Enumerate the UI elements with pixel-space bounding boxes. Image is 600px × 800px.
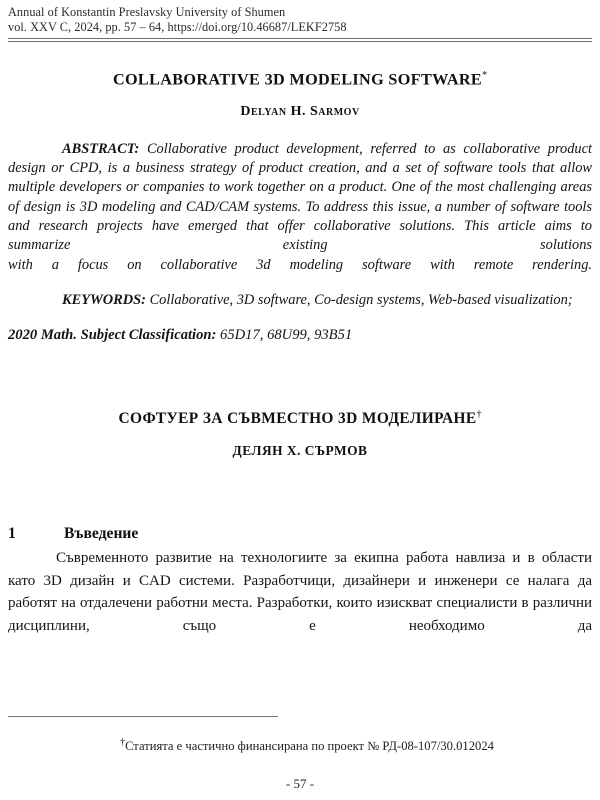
abstract-label: ABSTRACT: [62, 140, 140, 157]
msc-label: 2020 Math. Subject Classification: [8, 327, 217, 344]
keywords-block [8, 291, 592, 310]
footnote-separator-rule [8, 716, 278, 717]
section-title: Въведение [64, 525, 139, 543]
body-paragraph: Съвременното развитие на технологиите за екипна работа навлиза и в области като 3D дизайн и CAD системи. Разработчици, дизайнери и инженери се налага да работят на отдалечени работни места. Разработки, които изискват специалисти в различни дисциплини, също е необходимо да [8, 550, 592, 634]
journal-header [8, 0, 592, 35]
title-english-text: COLLABORATIVE 3D MODELING SOFTWARE [112, 70, 483, 89]
page-number: - 57 - [285, 776, 315, 791]
footnote-area [8, 716, 592, 792]
section-heading-introduction [8, 524, 592, 544]
page-title-english [8, 66, 592, 89]
msc-codes: 65D17, 68U99, 93B51 [216, 327, 353, 344]
abstract-body: Collaborative product development, referred to as collaborative product design or CPD, is a business strategy of product creation, and a set of software tools that allow multiple developers or companies to work together on a product. One of the most challenging areas of design is 3D modeling and CAD/CAM systems. To address this issue, a number of software tools and research projects have emerged that offer collaborative solutions. This article aims to summarize existing solutions [8, 140, 592, 254]
footnote-body: Статията е частично финансирана по проект № РД-08-107/30.012024 [125, 739, 494, 753]
abstract-last-line: with a focus on collaborative 3d modeling software with remote rendering. [8, 256, 592, 273]
msc-block [8, 326, 592, 345]
title-bulgarian-footnote-marker: † [476, 409, 482, 421]
keywords-body: Collaborative, 3D software, Co-design systems, Web-based visualization; [145, 291, 573, 308]
keywords-label: KEYWORDS: [62, 291, 146, 308]
title-english-footnote-marker: * [482, 70, 488, 82]
footnote-text [8, 735, 592, 754]
header-divider-rule [8, 38, 592, 42]
page-title-bulgarian [8, 405, 592, 429]
author-bulgarian: ДЕЛЯН Х. СЪРМОВ [232, 443, 368, 459]
journal-volume-doi-line: vol. XXV C, 2024, pp. 57 – 64, https://doi.org/10.46687/LEKF2758 [8, 20, 347, 35]
section-number: 1 [8, 525, 16, 543]
author-english: Delyan H. Sarmov [240, 103, 360, 119]
title-bulgarian-text: СОФТУЕР ЗА СЪВМЕСТНО 3D МОДЕЛИРАНЕ [118, 410, 477, 428]
abstract-block [8, 140, 592, 256]
journal-name-line: Annual of Konstantin Preslavsky University of Shumen [8, 5, 286, 19]
footnote-marker: † [120, 736, 126, 748]
